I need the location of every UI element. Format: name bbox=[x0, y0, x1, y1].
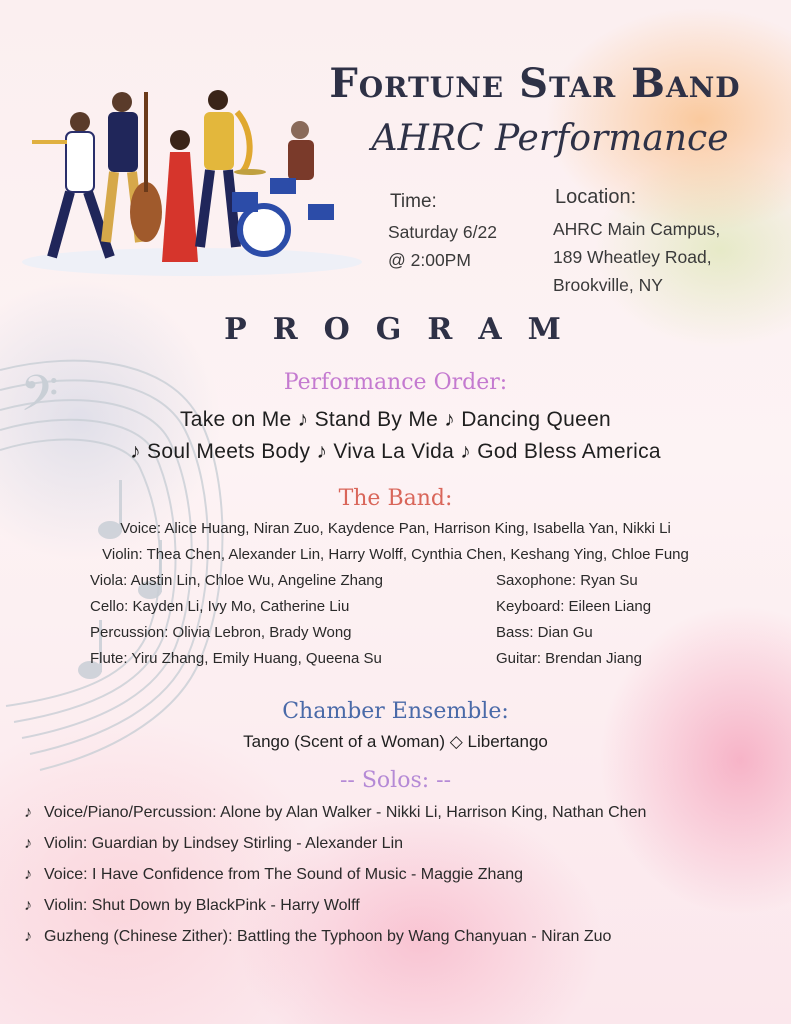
svg-text:𝄢: 𝄢 bbox=[20, 365, 59, 435]
music-note-icon: ♪ bbox=[24, 897, 32, 914]
chamber-heading: Chamber Ensemble: bbox=[282, 699, 509, 724]
band-member-row: Bass: Dian Gu bbox=[496, 624, 593, 641]
chamber-line: Tango (Scent of a Woman) ◇ Libertango bbox=[243, 732, 548, 751]
location-line: 189 Wheatley Road, bbox=[553, 247, 712, 267]
band-member-row: Saxophone: Ryan Su bbox=[496, 572, 638, 589]
solo-text: Voice: I Have Confidence from The Sound of Music - Maggie Zhang bbox=[44, 866, 524, 883]
location-line: Brookville, NY bbox=[553, 275, 663, 295]
band-voice-line: Voice: Alice Huang, Niran Zuo, Kaydence Pan, Harrison King, Isabella Yan, Nikki Li bbox=[120, 520, 671, 537]
band-member-row: Cello: Kayden Li, Ivy Mo, Catherine Liu bbox=[90, 598, 350, 615]
band-left-column bbox=[90, 568, 383, 672]
band-member-row: Viola: Austin Lin, Chloe Wu, Angeline Zhang bbox=[90, 572, 383, 589]
time-date: Saturday 6/22 bbox=[388, 222, 497, 242]
location-label: Location: bbox=[555, 186, 637, 208]
trumpet-player-icon bbox=[32, 112, 110, 257]
band-violin-line: Violin: Thea Chen, Alexander Lin, Harry Wolff, Cynthia Chen, Keshang Ying, Chloe Fung bbox=[102, 546, 689, 563]
bass-player-icon bbox=[106, 92, 162, 242]
solo-item bbox=[24, 866, 523, 884]
music-note-icon: ♪ bbox=[24, 804, 32, 821]
solo-item bbox=[24, 804, 646, 822]
band-right-column bbox=[496, 568, 651, 672]
time-label: Time: bbox=[390, 191, 437, 212]
music-note-icon: ♪ bbox=[24, 866, 32, 883]
band-member-row: Guitar: Brendan Jiang bbox=[496, 650, 642, 667]
band-member-row: Keyboard: Eileen Liang bbox=[496, 598, 652, 615]
singer-icon bbox=[162, 130, 198, 262]
performance-subtitle: AHRC Performance bbox=[371, 118, 729, 159]
band-member-row: Percussion: Olivia Lebron, Brady Wong bbox=[90, 624, 352, 641]
band-heading: The Band: bbox=[338, 486, 453, 511]
band-title: Fortune Star Band bbox=[329, 60, 741, 107]
music-note-icon: ♪ bbox=[24, 928, 32, 945]
time-hour: @ 2:00PM bbox=[388, 250, 471, 270]
solo-text: Violin: Guardian by Lindsey Stirling - Alexander Lin bbox=[44, 835, 404, 852]
performance-order-heading: Performance Order: bbox=[283, 370, 508, 395]
performance-order-line: Take on Me ♪ Stand By Me ♪ Dancing Queen bbox=[179, 408, 612, 431]
solo-item bbox=[24, 897, 360, 915]
solo-item bbox=[24, 835, 403, 853]
performance-order-line: ♪ Soul Meets Body ♪ Viva La Vida ♪ God Bless America bbox=[130, 440, 661, 463]
solos-heading: -- Solos: -- bbox=[339, 768, 452, 793]
solo-text: Guzheng (Chinese Zither): Battling the Typhoon by Wang Chanyuan - Niran Zuo bbox=[44, 928, 612, 945]
program-title: PROGRAM bbox=[224, 312, 587, 347]
band-member-row: Flute: Yiru Zhang, Emily Huang, Queena Su bbox=[90, 650, 382, 667]
location-line: AHRC Main Campus, bbox=[553, 219, 721, 239]
music-note-icon: ♪ bbox=[24, 835, 32, 852]
solo-text: Voice/Piano/Percussion: Alone by Alan Walker - Nikki Li, Harrison King, Nathan Chen bbox=[44, 804, 647, 821]
solo-item bbox=[24, 928, 611, 946]
solo-text: Violin: Shut Down by BlackPink - Harry Wolff bbox=[44, 897, 360, 914]
